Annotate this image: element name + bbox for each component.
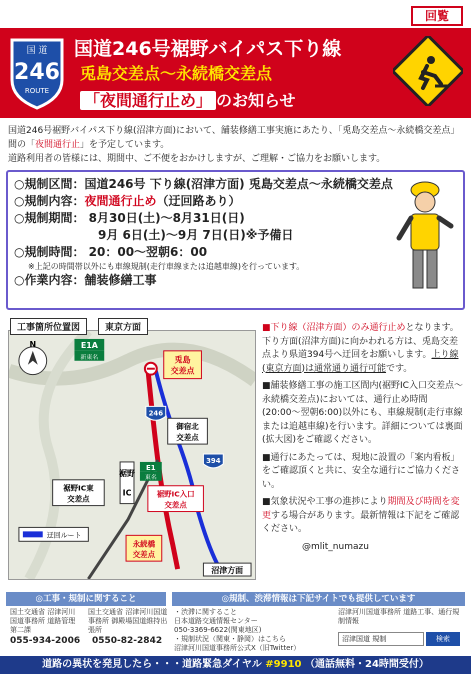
hotline-tel[interactable]: 050-3369-6622(関東地区) [174, 626, 262, 634]
header-banner [0, 28, 471, 118]
regulation-info-box [6, 170, 465, 310]
route-246-map: 246 [148, 409, 164, 418]
dial-text-b: （通話無料・24時間受付） [304, 659, 429, 670]
regulation-content [14, 193, 457, 210]
note-3: ■通行にあたっては、現地に設置の「案内看板」をご確認頂くと共に、安全な通行にご協力ください。 [262, 452, 461, 490]
usagijima-label-1: 兎島 [174, 355, 191, 365]
route-sign-number: 246 [14, 60, 60, 85]
search-button[interactable]: 検索 [426, 632, 460, 646]
e1a-label: E1A [80, 340, 98, 350]
content-red: 夜間通行止め [84, 194, 157, 208]
emergency-dial-bar [0, 656, 471, 674]
legend-label: 迂回ルート [46, 531, 82, 540]
gotenba-label-1: 御宿北 [176, 422, 199, 432]
footer-office-2: 国土交通省 沼津河川国道事務所 御殿場国道維持出張所 [88, 608, 168, 634]
intro-text [8, 124, 464, 166]
route-394-map: 394 [206, 456, 221, 465]
dial-number[interactable]: #9910 [265, 659, 302, 670]
note-4-red: 期間及び時間を変更 [262, 497, 460, 521]
header-section: 兎島交差点〜永続橋交差点 [80, 64, 273, 83]
susono-ic-label-1: 裾野 [119, 468, 135, 478]
eizoku-label-1: 永続橋 [132, 539, 156, 549]
footer-right-head: ◎規制、渋滞情報は下記サイトでも提供しています [172, 592, 465, 606]
footer-tel-2[interactable]: 0550-82-2842 [92, 636, 163, 646]
footer-left-head: ◎工事・規制に関すること [6, 592, 166, 606]
regulation-period-1: ○規制期間： 8月30日(土)〜8月31日(日) [14, 211, 245, 225]
circulation-badge: 回覧 [411, 6, 463, 26]
note-1-underline: 上り線(東京方面)は通常通り通行可能 [262, 350, 459, 374]
map-direction-tokyo: 東京方面 [98, 318, 148, 335]
notes-panel [262, 322, 465, 558]
note-1-red: ■下り線（沼津方面）のみ通行止め [262, 323, 406, 333]
construction-warning-icon [393, 36, 463, 106]
compass-n: N [29, 339, 37, 349]
eizoku-label-2: 交差点 [132, 550, 156, 560]
content-label: ○規制内容： [14, 194, 85, 208]
regulation-period-2: 9月 6日(土)〜9月 7日(日)※予備日 [98, 228, 294, 242]
content-tail: （迂回路あり） [156, 194, 241, 208]
intro-p1a: 国道246号裾野バイパス下り線(沼津方面)において、舗装修繕工事実施にあたり、「兎島交差点〜永続橋交差点」間の「 [8, 126, 460, 150]
footer-tel-1[interactable]: 055-934-2006 [10, 636, 81, 646]
e1a-sub: 新東名 [80, 353, 99, 361]
header-notice [80, 88, 296, 111]
susono-ic-east-label-2: 交差点 [67, 494, 90, 504]
note-2: ■舗装修繕工事の施工区間内(裾野IC入口交差点〜永続橋交差点)においては、通行止め時間(20:00〜翌朝6:00)以外にも、車線規制(走行車線または追越車線)を行います。詳細については裏面(拡大図)をご確認ください。 [262, 381, 463, 445]
search-input[interactable]: 沼津国道 規制 [338, 632, 424, 646]
note-4 [262, 496, 465, 537]
footer-hotline [174, 608, 324, 653]
susono-ic-entry-label-2: 交差点 [164, 500, 187, 510]
hotline-a: ・渋滞に関すること [174, 608, 237, 616]
dial-text-a: 道路の異状を発見したら・・・道路緊急ダイヤル [42, 659, 262, 670]
route-sign-top: 国 道 [26, 46, 48, 56]
susono-ic-entry-label-1: 裾野IC入口 [156, 489, 195, 499]
twitter-handle[interactable]: @mlit_numazu [302, 541, 369, 552]
note-1-b: です。 [386, 363, 413, 374]
map-title: 工事箇所位置図 [10, 318, 87, 335]
note-4-a: ■気象状況や工事の進捗により [262, 497, 388, 507]
regulation-time-note: ※上記の時間帯以外にも車線規制(走行車線または追越車線)を行っています。 [28, 262, 305, 271]
footer [0, 588, 471, 680]
footer-office-1: 国土交通省 沼津河川国道事務所 道路管理第二課 [10, 608, 76, 634]
hotline-b: 日本道路交通情報センター [174, 617, 258, 625]
note-4-b: する場合があります。最新情報は下記をご確認ください。 [262, 510, 460, 534]
route-sign-bottom: ROUTE [24, 87, 50, 95]
intro-p1-red: 夜間通行止 [35, 140, 81, 150]
location-map [8, 330, 256, 580]
header-notice-tail: のお知らせ [216, 91, 296, 110]
header-title: 国道246号裾野バイパス下り線 [74, 38, 342, 60]
intro-p2: 道路利用者の皆様には、期間中、ご不便をおかけしますが、ご理解・ご協力をお願いします。 [8, 154, 386, 164]
footer-right-office: 沼津河川国道事務所 道路工事、通行規制情報 [338, 608, 460, 625]
header-closure-box: 「夜間通行止め」 [80, 91, 216, 110]
social-b[interactable]: 沼津河川国道事務所公式X（旧Twitter） [174, 644, 301, 652]
note-1 [262, 322, 465, 376]
gotenba-label-2: 交差点 [176, 433, 199, 443]
susono-ic-east-label-1: 裾野IC東 [63, 483, 94, 493]
susono-ic-label-2: IC [122, 488, 132, 498]
e1-sub: 東名 [144, 473, 157, 481]
e1-label: E1 [146, 463, 156, 472]
intro-p1b: 」を予定しています。 [80, 140, 170, 150]
usagijima-label-2: 交差点 [170, 366, 195, 376]
legend-swatch [23, 531, 43, 537]
regulation-section: ○規制区間：国道246号 下り線(沼津方面) 兎島交差点〜永続橋交差点 [14, 177, 393, 191]
social-a: ・規制状況（関東・静岡）はこちら [174, 635, 286, 643]
note-1-a: となります。下り方面(沼津方面)に向かわれる方は、兎島交差点より県道394号へ迂回をお願いします。 [262, 323, 459, 360]
regulation-time: ○規制時間： 20：00〜翌朝6：00 [14, 245, 208, 259]
route-246-sign [8, 36, 66, 110]
numazu-direction: 沼津方面 [211, 566, 244, 576]
regulation-work: ○作業内容：舗装修繕工事 [14, 273, 157, 287]
worker-icon [395, 178, 455, 296]
